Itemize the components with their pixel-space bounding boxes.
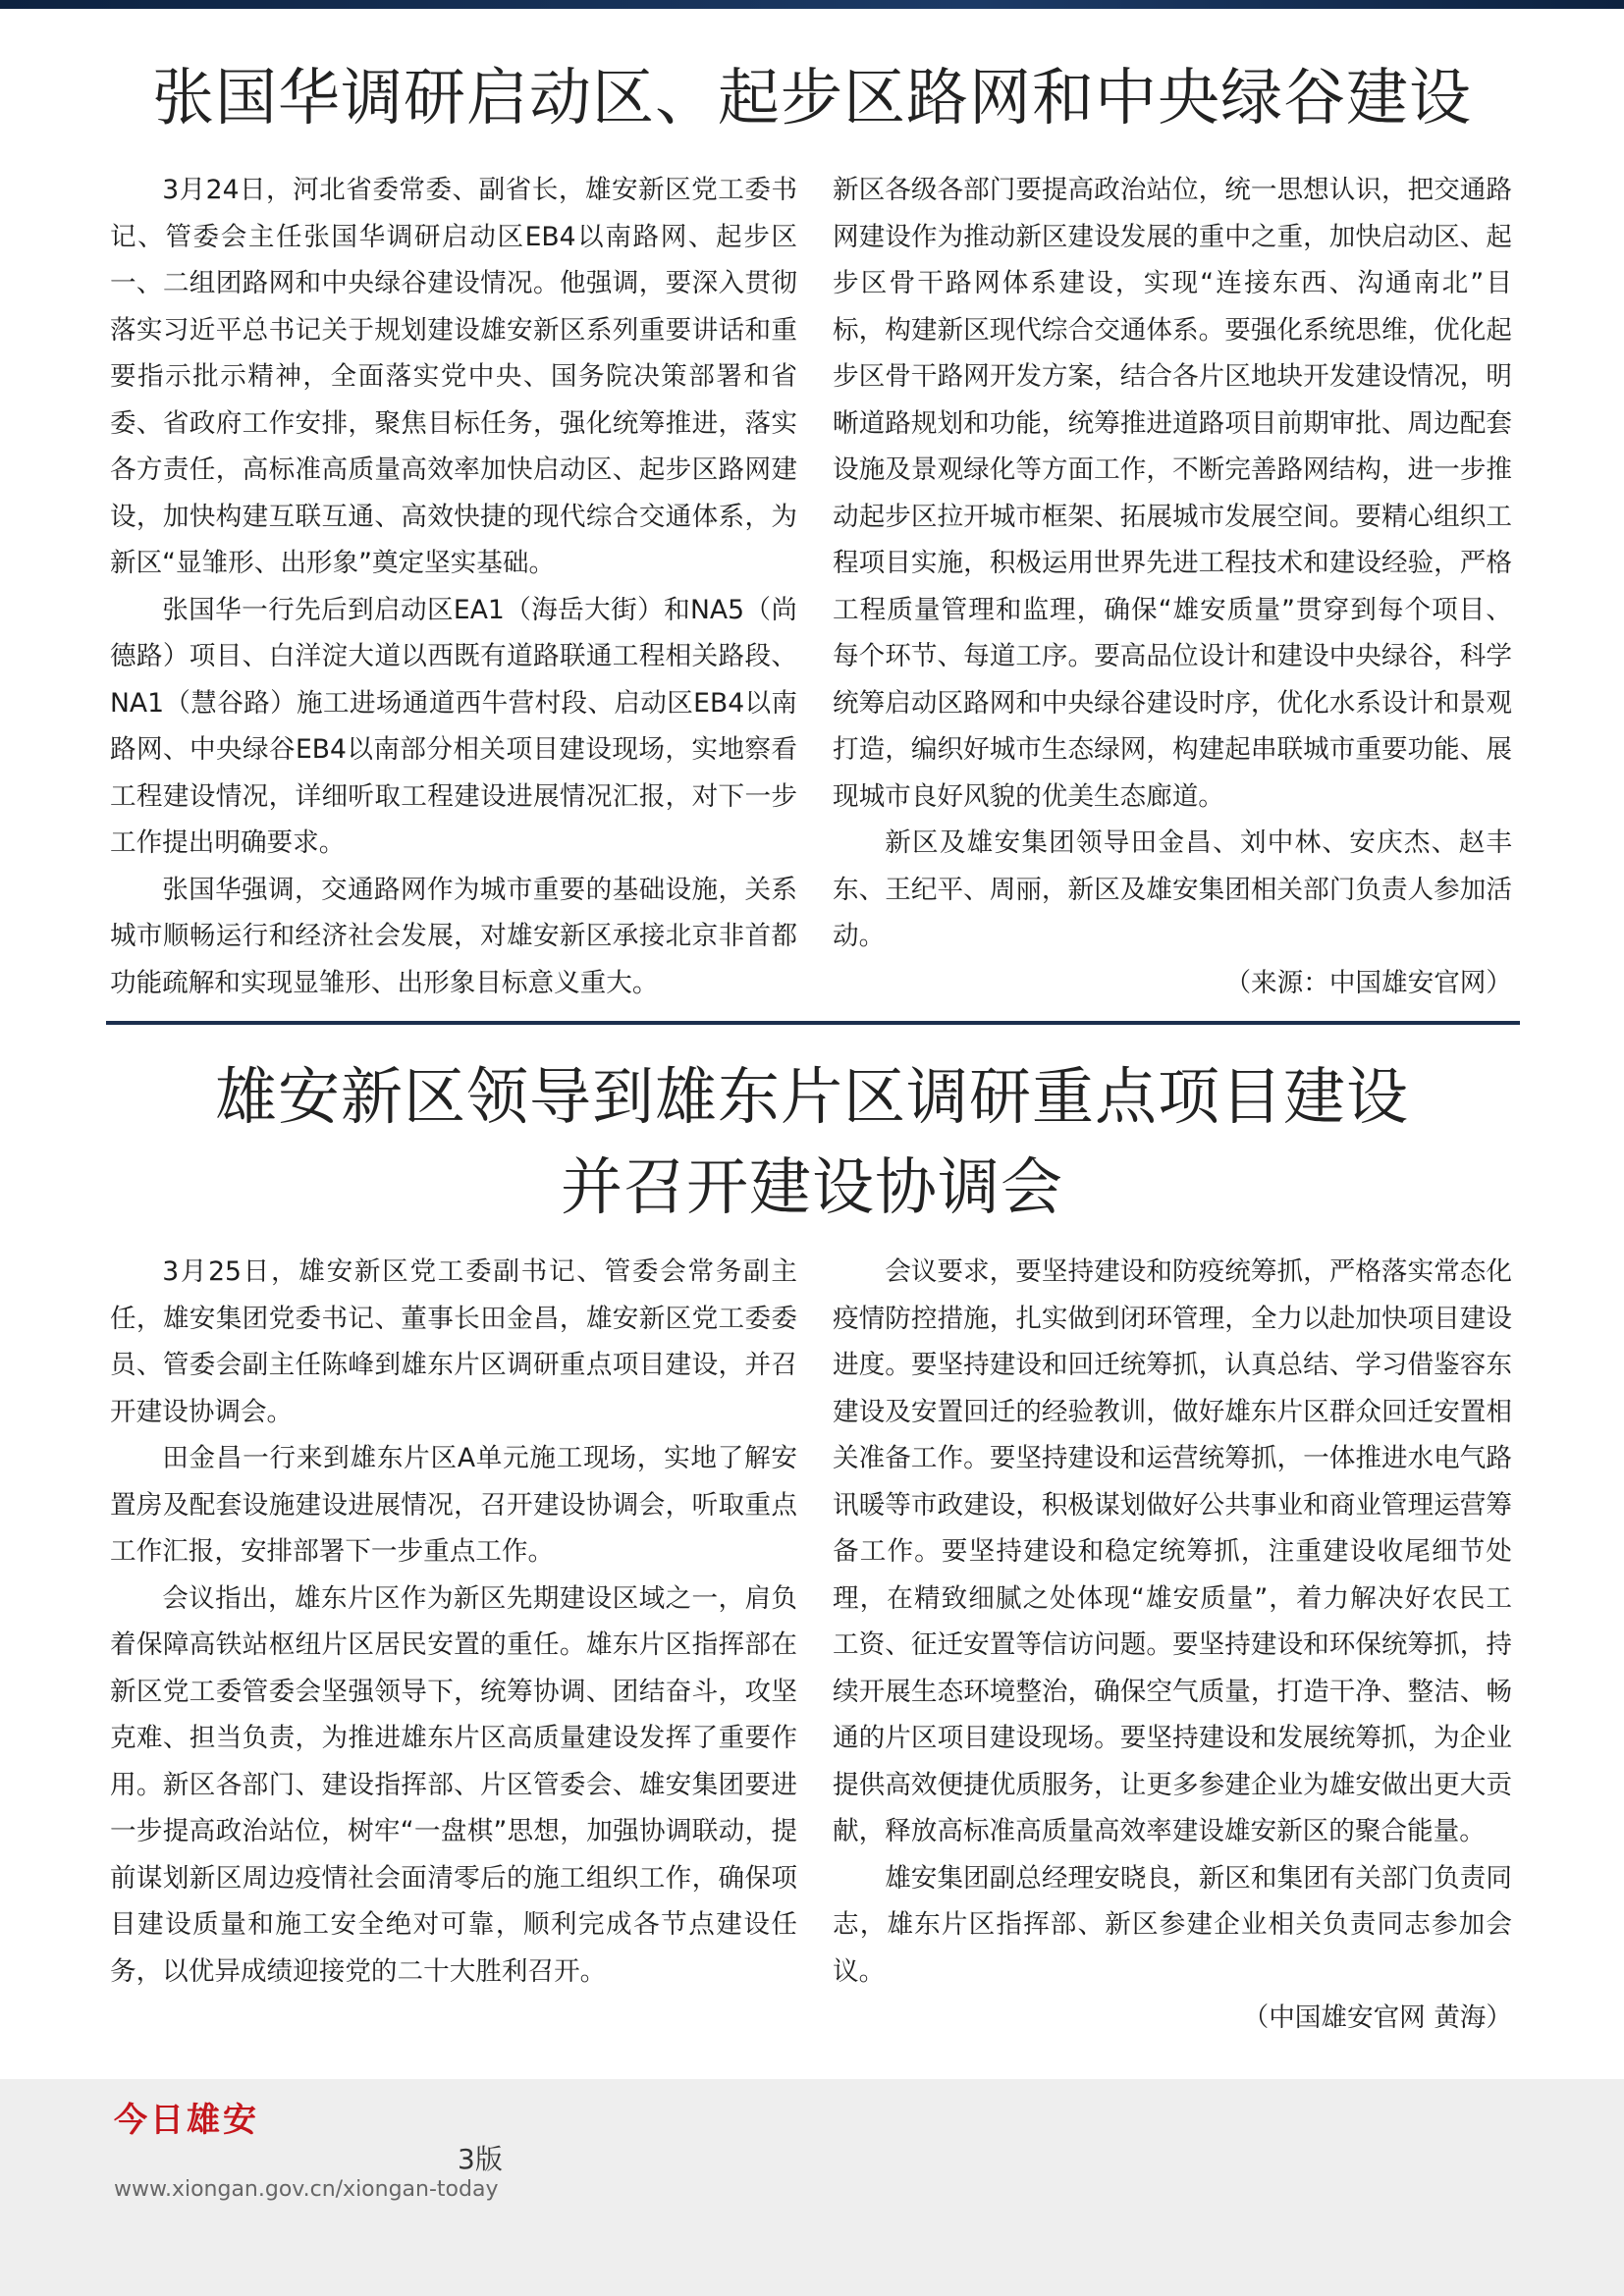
article1-paragraph-3: 张国华强调，交通路网作为城市重要的基础设施，关系城市顺畅运行和经济社会发展，对雄安新区承接北京非首都功能疏解和实现显雏形、出形象目标意义重大。 bbox=[110, 874, 797, 998]
article1-paragraph-2: 张国华一行先后到启动区EA1（海岳大街）和NA5（尚德路）项目、白洋淀大道以西既有道路联通工程相关路段、NA1（慧谷路）施工进场通道西牛营村段、启动区EB4以南路网、中央绿谷EB4以南部分相关项目建设现场，实地察看工程建设情况，详细听取工程建设进展情况汇报，对下一步工作提出明确要求。 bbox=[110, 594, 797, 858]
newspaper-logo: 今日雄安 bbox=[114, 2101, 259, 2140]
article2-paragraph-4: 会议要求，要坚持建设和防疫统筹抓，严格落实常态化疫情防控措施，扎实做到闭环管理，全力以赴加快项目建设进度。要坚持建设和回迁统筹抓，认真总结、学习借鉴容东建设及安置回迁的经验教训，做好雄东片区群众回迁安置相关准备工作。要坚持建设和运营统筹抓，一体推进水电气路讯暖等市政建设，积极谋划做好公共事业和商业管理运营筹备工作。要坚持建设和稳定统筹抓，注重建设收尾细节处理，在精致细腻之处体现“雄安质量”，着力解决好农民工工资、征迁安置等信访问题。要坚持建设和环保统筹抓，持续开展生态环境整治，确保空气质量，打造干净、整洁、畅通的片区项目建设现场。要坚持建设和发展统筹抓，为企业提供高效便捷优质服务，让更多参建企业为雄安做出更大贡献，释放高标准高质量高效率建设雄安新区的聚合能量。 bbox=[833, 1256, 1512, 1846]
article2-paragraph-3: 会议指出，雄东片区作为新区先期建设区域之一，肩负着保障高铁站枢纽片区居民安置的重任。雄东片区指挥部在新区党工委管委会坚强领导下，统筹协调、团结奋斗，攻坚克难、担当负责，为推进雄东片区高质量建设发挥了重要作用。新区各部门、建设指挥部、片区管委会、雄安集团要进一步提高政治站位，树牢“一盘棋”思想，加强协调联动，提前谋划新区周边疫情社会面清零后的施工组织工作，确保项目建设质量和施工安全绝对可靠，顺利完成各节点建设任务，以优异成绩迎接党的二十大胜利召开。 bbox=[110, 1582, 797, 1987]
article1-source: （来源：中国雄安官网） bbox=[1224, 967, 1512, 998]
article2-source: （中国雄安官网 黄海） bbox=[1242, 2002, 1512, 2033]
website-url[interactable]: www.xiongan.gov.cn/xiongan-today bbox=[114, 2177, 499, 2202]
article1-right-column bbox=[833, 167, 1512, 1006]
article2-right-column bbox=[833, 1249, 1512, 2042]
top-color-bar bbox=[0, 0, 1624, 9]
article-divider bbox=[106, 1021, 1520, 1025]
article1-paragraph-1: 3月24日，河北省委常委、副省长，雄安新区党工委书记、管委会主任张国华调研启动区EB4以南路网、起步区一、二组团路网和中央绿谷建设情况。他强调，要深入贯彻落实习近平总书记关于规划建设雄安新区系列重要讲话和重要指示批示精神，全面落实党中央、国务院决策部署和省委、省政府工作安排，聚焦目标任务，强化统筹推进，落实各方责任，高标准高质量高效率加快启动区、起步区路网建设，加快构建互联互通、高效快捷的现代综合交通体系，为新区“显雏形、出形象”奠定坚实基础。 bbox=[110, 175, 797, 578]
article2-paragraph-2: 田金昌一行来到雄东片区A单元施工现场，实地了解安置房及配套设施建设进展情况，召开建设协调会，听取重点工作汇报，安排部署下一步重点工作。 bbox=[110, 1443, 797, 1567]
article1-paragraph-4: 新区及雄安集团领导田金昌、刘中林、安庆杰、赵丰东、王纪平、周丽，新区及雄安集团相关部门负责人参加活动。 bbox=[833, 828, 1512, 951]
article2-paragraph-1: 3月25日，雄安新区党工委副书记、管委会常务副主任，雄安集团党委书记、董事长田金昌，雄安新区党工委委员、管委会副主任陈峰到雄东片区调研重点项目建设，并召开建设协调会。 bbox=[110, 1256, 797, 1427]
article2-title-line1: 雄安新区领导到雄东片区调研重点项目建设 bbox=[215, 1061, 1409, 1133]
article1-left-column bbox=[110, 167, 797, 1006]
article2-left-column bbox=[110, 1249, 797, 1995]
article2-title-line2: 并召开建设协调会 bbox=[561, 1151, 1063, 1223]
article2-paragraph-5: 雄安集团副总经理安晓良，新区和集团有关部门负责同志，雄东片区指挥部、新区参建企业相关负责同志参加会议。 bbox=[833, 1862, 1512, 1987]
article1-title: 张国华调研启动区、起步区路网和中央绿谷建设 bbox=[152, 62, 1472, 133]
page-number: 3版 bbox=[458, 2143, 503, 2175]
article1-paragraph-3-continued: 新区各级各部门要提高政治站位，统一思想认识，把交通路网建设作为推动新区建设发展的重中之重，加快启动区、起步区骨干路网体系建设，实现“连接东西、沟通南北”目标，构建新区现代综合交通体系。要强化系统思维，优化起步区骨干路网开发方案，结合各片区地块开发建设情况，明晰道路规划和功能，统筹推进道路项目前期审批、周边配套设施及景观绿化等方面工作，不断完善路网结构，进一步推动起步区拉开城市框架、拓展城市发展空间。要精心组织工程项目实施，积极运用世界先进工程技术和建设经验，严格工程质量管理和监理，确保“雄安质量”贯穿到每个项目、每个环节、每道工序。要高品位设计和建设中央绿谷，科学统筹启动区路网和中央绿谷建设时序，优化水系设计和景观打造，编织好城市生态绿网，构建起串联城市重要功能、展现城市良好风貌的优美生态廊道。 bbox=[833, 175, 1512, 812]
